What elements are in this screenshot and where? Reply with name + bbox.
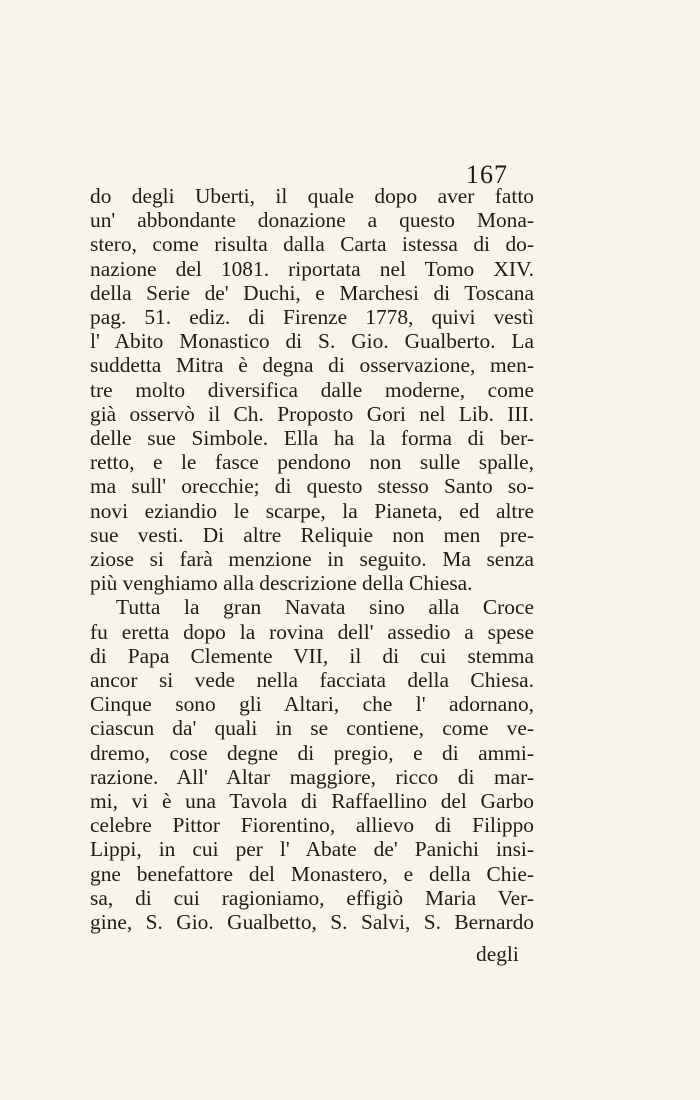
text-line: mi, vi è una Tavola di Raffaellino del Garbo xyxy=(90,789,534,814)
text-line: retto, e le fasce pendono non sulle spalle, xyxy=(90,450,534,475)
text-line: razione. All' Altar maggiore, ricco di mar- xyxy=(90,764,534,789)
text-line: novi eziandio le scarpe, la Pianeta, ed altre xyxy=(90,498,534,523)
text-line: suddetta Mitra è degna di osservazione, men- xyxy=(90,353,534,378)
paragraph-1 xyxy=(90,184,534,595)
body-text xyxy=(90,184,534,934)
text-line: un' abbondante donazione a questo Mona- xyxy=(90,208,534,233)
text-line: sa, di cui ragioniamo, effigiò Maria Ver- xyxy=(90,885,534,910)
text-line: stero, come risulta dalla Carta istessa di do- xyxy=(90,232,534,257)
text-line: di Papa Clemente VII, il di cui stemma xyxy=(90,643,534,668)
text-line: Lippi, in cui per l' Abate de' Panichi insi- xyxy=(90,837,534,862)
text-line: ma sull' orecchie; di questo stesso Santo so- xyxy=(90,474,534,499)
text-line: ciascun da' quali in se contiene, come ve- xyxy=(90,716,534,741)
text-line: do degli Uberti, il quale dopo aver fatto xyxy=(90,184,534,208)
text-line: sue vesti. Di altre Reliquie non men pre- xyxy=(90,522,534,547)
text-line: ancor si vede nella facciata della Chiesa. xyxy=(90,668,534,693)
page-number: 167 xyxy=(466,160,508,189)
paragraph-2 xyxy=(90,595,534,934)
text-line: l' Abito Monastico di S. Gio. Gualberto. La xyxy=(90,329,534,354)
text-line: ziose si farà menzione in seguito. Ma senza xyxy=(90,547,534,572)
text-line: dremo, cose degne di pregio, e di ammi- xyxy=(90,740,534,765)
catchword: degli xyxy=(476,942,519,966)
text-line: pag. 51. ediz. di Firenze 1778, quivi vestì xyxy=(90,305,534,330)
text-line: gine, S. Gio. Gualbetto, S. Salvi, S. Bernardo xyxy=(90,910,534,935)
text-line: della Serie de' Duchi, e Marchesi di Toscana xyxy=(90,280,534,305)
text-line: celebre Pittor Fiorentino, allievo di Filippo xyxy=(90,813,534,838)
text-line: tre molto diversifica dalle moderne, come xyxy=(90,377,534,402)
text-line: Cinque sono gli Altari, che l' adornano, xyxy=(90,692,534,717)
text-line: nazione del 1081. riportata nel Tomo XIV. xyxy=(90,256,534,281)
text-line: più venghiamo alla descrizione della Chiesa. xyxy=(90,571,473,596)
text-line: Tutta la gran Navata sino alla Croce xyxy=(116,595,534,620)
text-line: gne benefattore del Monastero, e della Chie- xyxy=(90,861,534,886)
text-line: delle sue Simbole. Ella ha la forma di ber- xyxy=(90,426,534,451)
text-line: già osservò il Ch. Proposto Gori nel Lib. III. xyxy=(90,401,534,426)
text-line: fu eretta dopo la rovina dell' assedio a spese xyxy=(90,619,534,644)
